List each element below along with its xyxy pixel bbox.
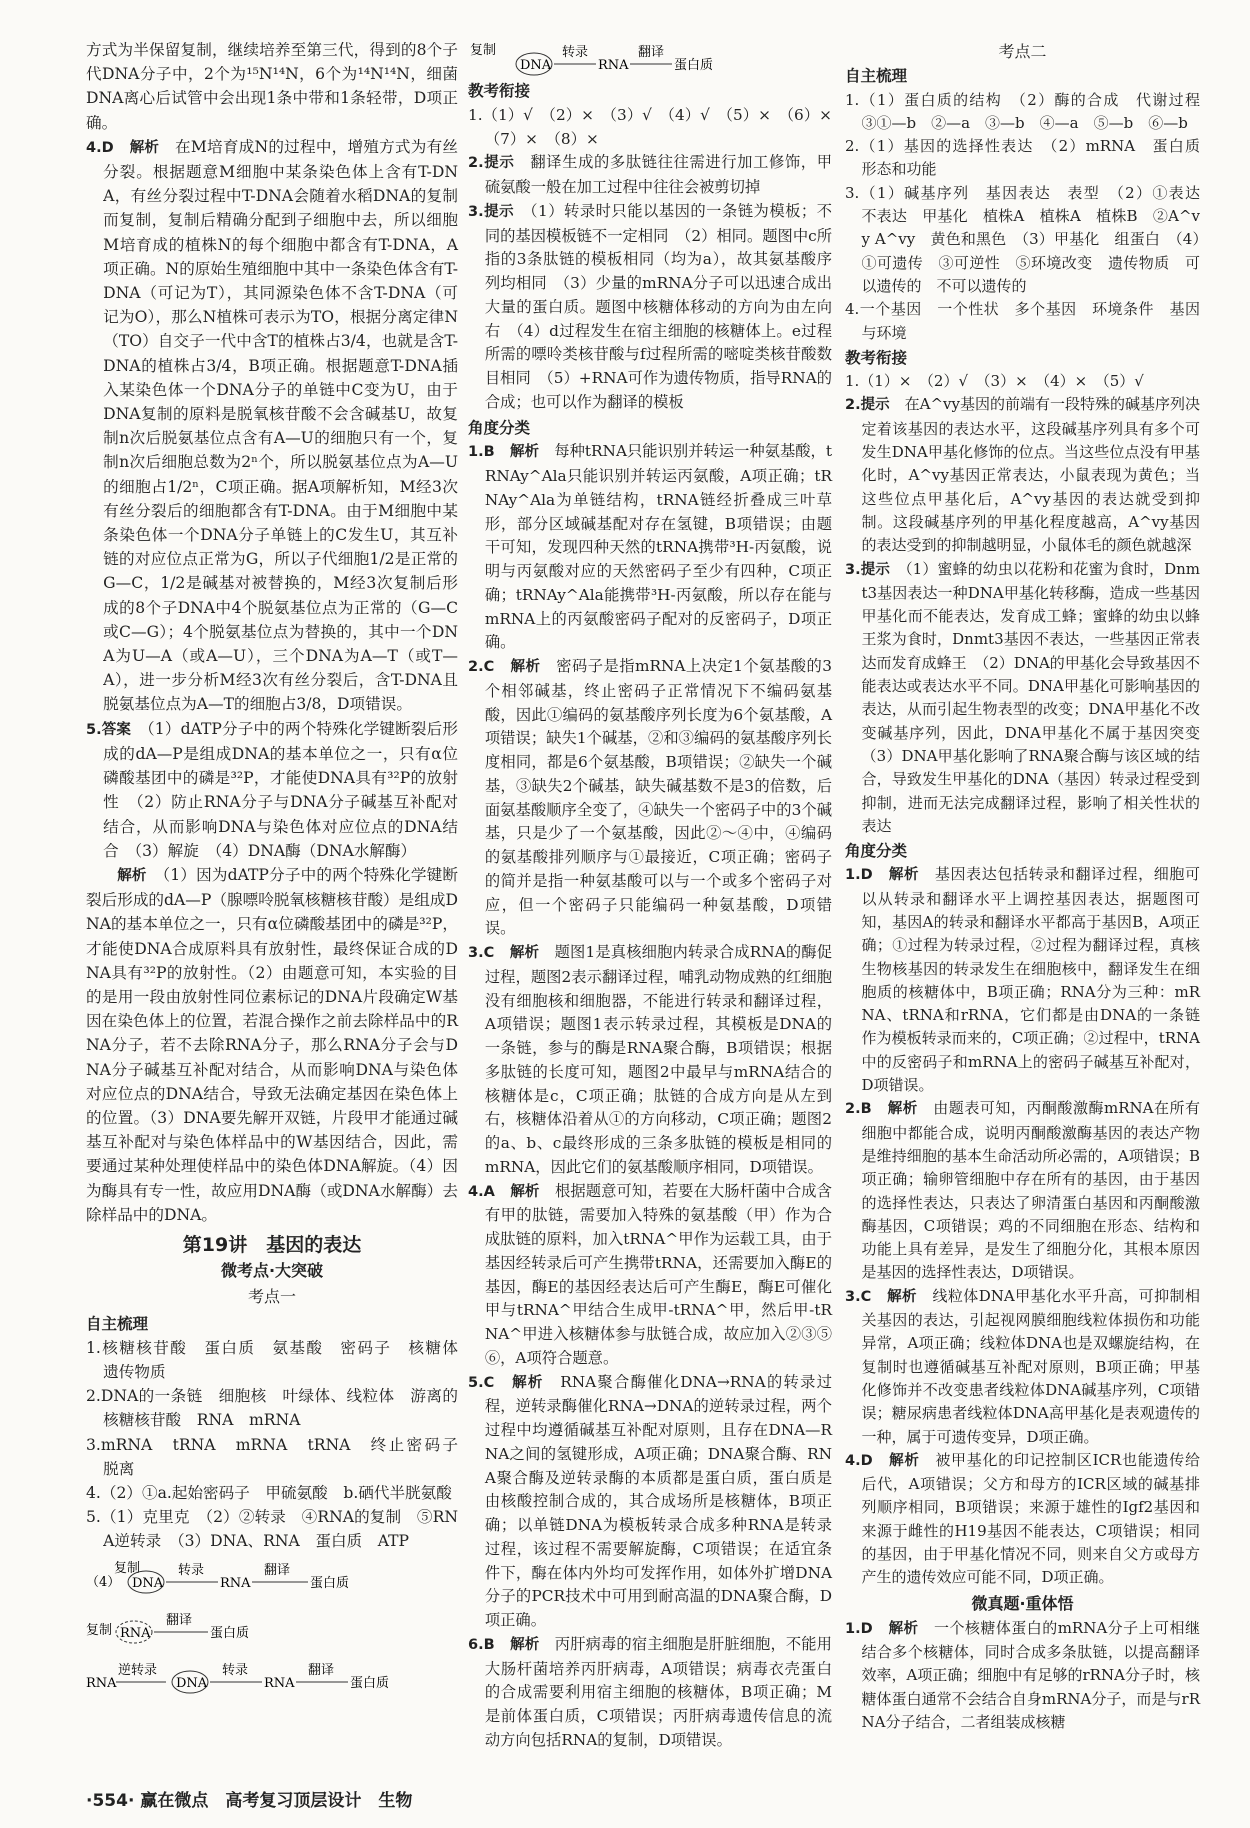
answer-item — [845, 1285, 1200, 1449]
replication-label: 复制 — [470, 43, 497, 58]
analysis-text: （1）因为dATP分子中的两个特殊化学键断裂后形成的dA—P（腺嘌呤脱氧核糖核苷酸）是组成DNA的基本单位之一，只有α位磷酸基团中的磷是³²P，才能使DNA合成原料具有放射性，最终保证合成的DNA具有³²P的放射性。（2）由题意可知，本实验的目的是用一段由放射性同位素标记的DNA片段确定W基因在染色体上的位置，若混合操作之前去除样品中的RNA分子，若不去除RNA分子，那么RNA分子会与DNA分子碱基互补配对结合，从而影响DNA与染色体对应位点的DNA结合，导致无法确定基因在染色体上的位置。（3）DNA要先解开双链，片段甲才能通过碱基互补配对与染色体样品中的W基因结合，因此，需要通过某种处理使样品中的染色体DNA解旋。（4）因为酶具有专一性，故应用DNA酶（或DNA水解酶）去除样品中的DNA。 — [86, 865, 459, 1224]
list-item: 2.DNA的一条链 细胞核 叶绿体、线粒体 游离的核糖核苷酸 RNA mRNA — [86, 1387, 458, 1430]
answer-number: 1.B — [468, 444, 495, 461]
answer-5 — [86, 717, 458, 863]
replication-label: 复制 — [114, 1560, 141, 1576]
point-title: 考点二 — [998, 42, 1047, 61]
answer-item — [845, 863, 1200, 1097]
answer-number: 2.B — [845, 1101, 872, 1118]
intro-text: 方式为半保留复制，继续培养至第三代，得到的8个子代DNA分子中，2个为¹⁵N¹⁴N，6个为¹⁴N¹⁴N，细菌DNA离心后试管中会出现1条中带和1条轻带，D项正确。 — [86, 41, 458, 132]
list-item: 1.（1）× （2）√ （3）× （4）× （5）√ — [845, 372, 1144, 391]
transcription-label: 转录 — [222, 1662, 249, 1678]
page-footer: ·554· 赢在微点 高考复习顶层设计 生物 — [86, 1791, 413, 1811]
hint-text: （1）蜜蜂的幼虫以花粉和花蜜为食时，Dnmt3基因表达一种DNA甲基化转移酶，造成一些基因甲基化而不能表达，发育成工蜂；蜜蜂的幼虫以蜂王浆为食时，Dnmt3基因不表达，一些基因正常表达而发育成蜂王 （2）DNA的甲基化会导致基因不能表达或表达水平不同。DNA甲基化可影响基因的表达，从而引起生物表型的改变；DNA甲基化不改变碱基序列，因此，DNA甲基化不属于基因突变 （3）DNA甲基化影响了RNA聚合酶与该区域的结合，导致发生甲基化的DNA（基因）转录过程受到抑制，进而无法完成翻译过程，影响了相关性状的表达 — [861, 559, 1216, 835]
translation-label: 翻译 — [264, 1562, 291, 1578]
hint-label: 提示 — [483, 203, 515, 220]
answer-item — [468, 1633, 832, 1753]
analysis-label: 解析 — [509, 444, 539, 461]
diagram-label: （4） — [86, 1574, 121, 1590]
list-item: 4.一个基因 一个性状 多个基因 环境条件 基因与环境 — [845, 300, 1200, 342]
hint-3 — [845, 558, 1216, 839]
answer-number: 2.C — [468, 659, 495, 675]
hint-label: 提示 — [860, 561, 890, 578]
rna-label: RNA — [598, 58, 629, 73]
answer-item — [845, 1097, 1200, 1284]
answer-item — [845, 1617, 1200, 1734]
translation-label: 翻译 — [308, 1662, 335, 1678]
hint-2 — [468, 151, 832, 200]
section-label: 自主梳理 — [86, 1314, 149, 1333]
translation-label: 翻译 — [166, 1612, 193, 1628]
list-item: 3.mRNA tRNA mRNA tRNA 终止密码子 脱离 — [86, 1435, 474, 1478]
rna-label: RNA — [264, 1675, 295, 1691]
answer-number: 1.D — [845, 1620, 873, 1637]
hint-2 — [845, 393, 1200, 557]
section-label: 角度分类 — [845, 842, 908, 861]
reverse-transcription-label: 逆转录 — [118, 1662, 158, 1678]
section-label: 自主梳理 — [845, 67, 908, 86]
replication-label: 复制 — [86, 1622, 113, 1638]
analysis-label: 解析 — [510, 1183, 540, 1200]
list-item: 2.（1）基因的选择性表达 （2）mRNA 蛋白质 形态和功能 — [845, 137, 1216, 179]
answer-text: 基因表达包括转录和翻译过程，细胞可以从转录和翻译水平上调控基因表达，据题图可知，基因A的转录和翻译水平都高于基因B，A项正确；①过程为转录过程，②过程为翻译过程，真核生物核基因的转录发生在细胞核中，翻译发生在细胞质的核糖体中，B项正确；RNA分为三种：mRNA、tRNA和rRNA，它们都是由DNA的一条链作为模板转录而来的，C项正确；②过程中，tRNA中的反密码子和mRNA上的密码子碱基互补配对，D项错误。 — [861, 865, 1200, 1095]
dna-label: DNA — [176, 1675, 208, 1691]
analysis-label: 解析 — [887, 1101, 918, 1118]
answer-number: 6.B — [468, 1636, 495, 1653]
analysis-label: 解析 — [509, 945, 540, 961]
answer-text: 一个核糖体蛋白的mRNA分子上可相继结合多个核糖体，同时合成多条肽链，以提高翻译效率，A项正确；细胞中有足够的rRNA分子时，核糖体蛋白通常不会结合自身mRNA分子，而是与rRNA分子结合，二者组装成核糖 — [861, 1618, 1200, 1732]
dna-label: DNA — [520, 58, 552, 73]
hint-text: （1）转录时只能以基因的一条链为模板；不同的基因模板链不一定相同 （2）相同。题图中c所指的3条肽链的模板相同（均为a），故其氨基酸序列均相同 （3）少量的mRNA分子可以迅速合成出大量的蛋白质。题图中核糖体移动的方向为由左向右 （4）d过程发生在宿主细胞的核糖体上。e过程所需的嘌呤类核苷酸与f过程所需的嘧啶类核苷酸数目相同 （5）+RNA可作为遗传物质，指导RNA的合成；也可以作为翻译的模板 — [484, 201, 833, 411]
answer-text: （1）dATP分子中的两个特殊化学键断裂后形成的dA—P是组成DNA的基本单位之一，只有α位磷酸基团中的磷是³²P，才能使DNA具有³²P的放射性 （2）防止RNA分子与DNA分子碱基互补配对结合，从而影响DNA与染色体对应位点的DNA结合 （3）解旋 （4）DNA酶（DNA水解酶） — [103, 719, 458, 860]
analysis-label: 解析 — [117, 867, 147, 884]
central-dogma-diagram — [86, 1554, 458, 1704]
rna-label: RNA — [86, 1675, 117, 1691]
answer-text: 由题表可知，丙酮酸激酶mRNA在所有细胞中都能合成，说明丙酮酸激酶基因的表达产物是维持细胞的基本生命活动所必需的，A项错误；B项正确；输卵管细胞中存在所有的基因，由于基因的选择性表达，只表达了卵清蛋白基因和丙酮酸激酶基因，C项错误；鸡的不同细胞在形态、结构和功能上具有差异，是发生了细胞分化，其根本原因是基因的选择性表达，D项错误。 — [861, 1099, 1200, 1282]
answer-item — [468, 1371, 832, 1633]
dna-label: DNA — [132, 1575, 164, 1591]
list-item: 3.（1）碱基序列 基因表达 表型 （2）①表达 不表达 甲基化 植株A 植株A 植株B ②A^vy A^vy 黄色和黑色 （3）甲基化 组蛋白 （4）①可遗传 ③可逆性 ⑤环境改变 遗传物质 可以遗传的 不可以遗传的 — [845, 183, 1216, 295]
answer-number: 5. — [86, 721, 102, 738]
lecture-title: 第19讲 基因的表达 — [182, 1233, 362, 1256]
answer-4 — [86, 135, 458, 717]
answer-text: 每种tRNA只能识别并转运一种氨基酸，tRNAy^Ala只能识别并转运丙氨酸，A项正确；tRNAy^Ala为单链结构，tRNA链经折叠成三叶草形，部分区域碱基配对存在氢键，B项错误；由题干可知，发现四种天然的tRNA携带³H-丙氨酸，说明与丙氨酸对应的天然密码子至少有四种，C项正确；tRNAy^Ala能携带³H-丙氨酸，所以存在能与mRNA上的丙氨酸密码子配对的反密码子，D项正确。 — [484, 442, 833, 652]
section-label: 教考衔接 — [468, 82, 531, 100]
answer-text: 根据题意可知，若要在大肠杆菌中合成含有甲的肽链，需要加入特殊的氨基酸（甲）作为合成肽链的原料，加入tRNA^甲作为运载工具，由于基因经转录后可产生携带tRNA，还需要加入酶E的基因，酶E的基因经表达后可产生酶E，酶E可催化甲与tRNA^甲结合生成甲-tRNA^甲，然后甲-tRNA^甲进入核糖体参与肽链合成，故应加入②③⑤⑥，A项符合题意。 — [484, 1181, 832, 1367]
point-title: 考点一 — [247, 1287, 296, 1307]
answer-text: 在M培育成N的过程中，增殖方式为有丝分裂。根据题意M细胞中某条染色体上含有T-DNA，有丝分裂过程中T-DNA会随着水稻DNA的复制而复制，复制后精确分配到子细胞中去，所以细胞M培育成的植株N的每个细胞中都含有T-DNA，A项正确。N的原始生殖细胞中其中一条染色体含有T-DNA（可记为T），其同源染色体不含T-DNA（可记为O），那么N植株可表示为TO，根据分离定律N（TO）自交子一代中含T的植株占3/4，也就是含T-DNA的植株占3/4，B项正确。根据题意T-DNA插入某染色体一个DNA分子的单链中C变为U，由于DNA复制的原料是脱氧核苷酸不会含碱基U，故复制n次后脱氨基位点含有A—U的细胞只有一个，复制n次后细胞总数为2ⁿ个，所以脱氨基位点为A—U的细胞占1/2ⁿ，C项正确。据A项解析知，M经3次有丝分裂后的细胞都含有T-DNA。由于M细胞中某条染色体一个DNA分子单链上的C发生U，其互补链的对应位点正常为G，所以子代细胞1/2是正常的G—C，1/2是碱基对被替换的，M经3次复制后形成的8个子DNA中4个脱氨基位点为正常的（G—C或C—G）；4个脱氨基位点为替换的，其中一个DNA为U—A（或A—U），三个DNA为A—T（或T—A），进一步分析M经3次有丝分裂后，含T-DNA且脱氨基位点为A—T的细胞占3/8，D项错误。 — [103, 137, 458, 714]
answer-item — [468, 655, 832, 941]
section-label: 教考衔接 — [845, 348, 908, 367]
transcription-label: 转录 — [178, 1562, 205, 1578]
protein-label: 蛋白质 — [210, 1625, 250, 1641]
hint-number: 3. — [468, 203, 484, 220]
protein-label: 蛋白质 — [674, 58, 714, 73]
answer-item — [468, 440, 832, 655]
transcription-label: 转录 — [562, 45, 589, 60]
hint-text: 翻译生成的多肽链往往需进行加工修饰，甲硫氨酸一般在加工过程中往往会被剪切掉 — [484, 153, 832, 196]
answer-text: 被甲基化的印记控制区ICR也能遗传给后代，A项错误；父方和母方的ICR区域的碱基排列顺序相同，B项错误；来源于雄性的Igf2基因和来源于雌性的H19基因不能表达，C项错误；相同的基因，由于甲基化情况不同，则来自父方或母方产生的遗传效应可能不同，D项正确。 — [861, 1450, 1200, 1587]
list-item: 1.（1）蛋白质的结构 （2）酶的合成 代谢过程 ③①—b ②—a ③—b ④—a ⑤—b ⑥—b — [845, 90, 1216, 132]
answer-text: 密码子是指mRNA上决定1个氨基酸的3个相邻碱基，终止密码子正常情况下不编码氨基酸，因此①编码的氨基酸序列长度为6个氨基酸，A项错误；缺失1个碱基，②和③编码的氨基酸序列长度相同，都是6个氨基酸，B项错误；②缺失一个碱基，③缺失2个碱基，缺失碱基数不是3的倍数，后面氨基酸顺序全变了，④缺失一个密码子中的3个碱基，只是少了一个氨基酸，因此②～④中，④编码的氨基酸排列顺序与①最接近，C项正确；密码子的简并是指一种氨基酸可以与一个或多个密码子对应，但一个密码子只能编码一种氨基酸，D项错误。 — [484, 657, 832, 938]
hint-label: 提示 — [860, 397, 890, 414]
analysis-label: 解析 — [888, 1620, 919, 1637]
central-dogma-diagram-small — [468, 38, 832, 78]
column-right — [845, 38, 1216, 1734]
hint-3 — [468, 200, 832, 415]
column-middle — [468, 38, 848, 1753]
rna-label: RNA — [220, 1575, 251, 1591]
answer-number: 3.C — [468, 945, 495, 961]
analysis-label: 解析 — [888, 867, 920, 884]
protein-label: 蛋白质 — [310, 1575, 350, 1591]
analysis-label: 解析 — [889, 1452, 920, 1469]
answer-number: 4.A — [468, 1183, 495, 1200]
list-item: 1.（1）√ （2）× （3）√ （4）√ （5）× （6）× （7）× （8）× — [468, 105, 848, 148]
answer-number: 4.D — [845, 1452, 873, 1469]
list-item: 1.核糖核苷酸 蛋白质 氨基酸 密码子 核糖体 遗传物质 — [86, 1338, 474, 1381]
list-item: 5.（1）克里克 （2）②转录 ④RNA的复制 ⑤RNA逆转录 （3）DNA、RNA 蛋白质 ATP — [86, 1508, 458, 1551]
hint-number: 2. — [845, 397, 861, 414]
answer-text: 丙肝病毒的宿主细胞是肝脏细胞，不能用大肠杆菌培养丙肝病毒，A项错误；病毒衣壳蛋白的合成需要利用宿主细胞的核糖体，B项正确；M是前体蛋白质，C项错误；丙肝病毒遗传信息的流动方向包括RNA的复制，D项错误。 — [484, 1634, 832, 1749]
section-title: 微真题·重体悟 — [971, 1593, 1074, 1613]
answer-item — [468, 1180, 832, 1371]
rna-label: RNA — [120, 1625, 151, 1641]
hint-number: 3. — [845, 561, 861, 578]
hint-text: 在A^vy基因的前端有一段特殊的碱基序列决定着该基因的表达水平，这段碱基序列具有多个可发生DNA甲基化修饰的位点。当这些位点没有甲基化时，A^vy基因正常表达，小鼠表现为黄色；当这些位点甲基化后，A^vy基因的表达就受到抑制。这段碱基序列的甲基化程度越高，A^vy基因的表达受到的抑制越明显，小鼠体毛的颜色就越深 — [861, 395, 1201, 555]
column-left — [86, 38, 474, 1704]
answer-text: 题图1是真核细胞内转录合成RNA的酶促过程，题图2表示翻译过程，哺乳动物成熟的红细胞没有细胞核和细胞器，不能进行转录和翻译过程，A项错误；题图1表示转录过程，其模板是DNA的一条链，参与的酶是RNA聚合酶，B项错误；根据多肽链的长度可知，题图2中最早与mRNA结合的核糖体是c，C项正确；肽链的合成方向是从左到右，核糖体沿着从①的方向移动，C项正确；题图2的a、b、c最终形成的三条多肽链的模板是相同的mRNA，因此它们的氨基酸顺序相同，D项错误。 — [484, 943, 833, 1176]
translation-label: 翻译 — [638, 45, 665, 60]
answer-number: 1.D — [845, 867, 873, 884]
answer-text: RNA聚合酶催化DNA→RNA的转录过程，逆转录酶催化RNA→DNA的逆转录过程，两个过程中均遵循碱基互补配对原则，且存在DNA—RNA之间的氢键形成，A项正确；DNA聚合酶、RNA聚合酶及逆转录酶的本质都是蛋白质，蛋白质是由核酸控制合成的，其合成场所是核糖体，B项正确；以单链DNA为模板转录合成多种RNA是转录过程，该过程不需要解旋酶，C项错误；在适宜条件下，酶在体内外均可发挥作用，如体外扩增DNA分子的PCR技术中可用到耐高温的DNA聚合酶，D项正确。 — [484, 1372, 832, 1629]
analysis-label: 解析 — [887, 1288, 917, 1305]
answer-item — [845, 1449, 1200, 1590]
protein-label: 蛋白质 — [350, 1675, 390, 1691]
section-title: 微考点·大突破 — [220, 1261, 324, 1281]
answer-number: 4.D — [86, 139, 114, 156]
answer-5-analysis — [86, 863, 458, 1227]
answer-text: 线粒体DNA甲基化水平升高，可抑制相关基因的表达，引起视网膜细胞线粒体损伤和功能异常，A项正确；线粒体DNA也是双螺旋结构，在复制时也遵循碱基互补配对原则，B项正确；甲基化修饰并不改变患者线粒体DNA碱基序列，C项错误；糖尿病患者线粒体DNA高甲基化是表观遗传的一种，属于可遗传变异，D项正确。 — [861, 1286, 1200, 1446]
section-label: 角度分类 — [468, 418, 531, 437]
hint-number: 2. — [468, 155, 484, 172]
analysis-label: 解析 — [512, 1374, 544, 1391]
analysis-label: 解析 — [129, 139, 160, 156]
answer-item — [468, 941, 832, 1180]
list-item: 4.（2）①a.起始密码子 甲硫氨酸 b.硒代半胱氨酸 — [86, 1483, 452, 1502]
analysis-label: 解析 — [510, 1636, 540, 1653]
answer-number: 3.C — [845, 1288, 872, 1305]
analysis-label: 解析 — [510, 659, 541, 675]
hint-label: 提示 — [483, 155, 515, 172]
answer-number: 5.C — [468, 1374, 495, 1391]
answer-label: 答案 — [101, 721, 132, 738]
